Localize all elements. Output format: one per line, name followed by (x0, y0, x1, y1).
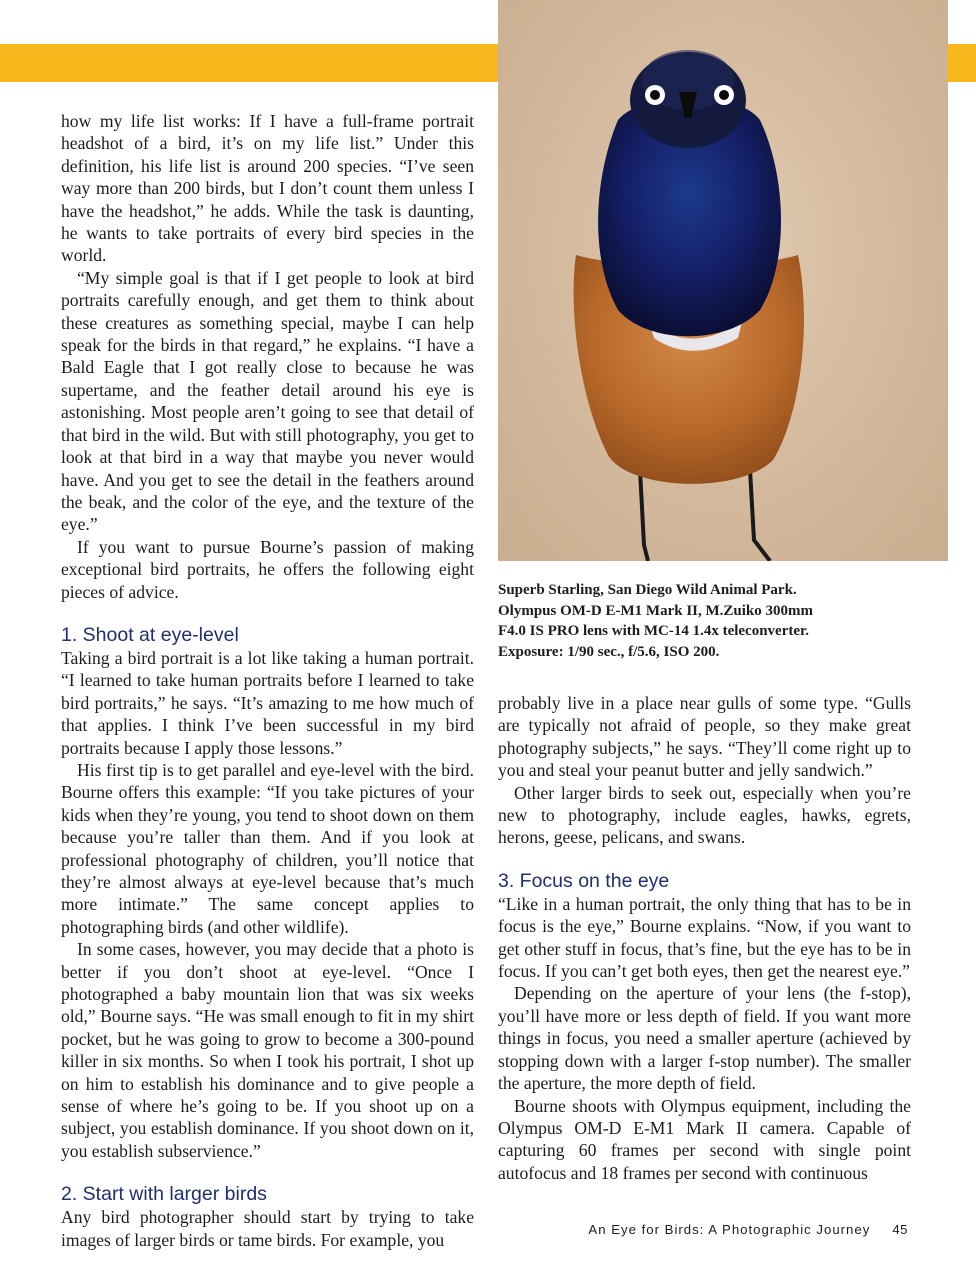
superb-starling-illustration (498, 0, 948, 561)
paragraph: how my life list works: If I have a full-frame portrait headshot of a bird, it’s on my life list.” Under this definition, his life list is around 200 species. “I’ve seen way more than 200 birds, but I don’t count them unless I have the headshot,” he adds. While the task is daunting, he wants to take portraits of every bird species in the world. (61, 111, 474, 266)
paragraph: If you want to pursue Bourne’s passion of making exceptional bird portraits, he offers the following eight pieces of advice. (61, 536, 474, 602)
caption-line: Superb Starling, San Diego Wild Animal Park. (498, 582, 797, 598)
paragraph: Taking a bird portrait is a lot like taking a human portrait. “I learned to take human portraits before I learned to take bird portraits,” he says. “It’s amazing to me how much of that applies. I think I’ve been successful in my bird portraits because I apply those lessons.” (61, 647, 474, 758)
bird-photo (498, 0, 948, 561)
page-number: 45 (892, 1222, 908, 1237)
paragraph: Any bird photographer should start by trying to take images of larger birds or tame birds. For example, you (61, 1207, 474, 1250)
paragraph: “Like in a human portrait, the only thing that has to be in focus is the eye,” Bourne explains. “Now, if you want to get other stuff in focus, that’s fine, but the eye has to be in focus. If you can’t get both eyes, then get the nearest eye.” (498, 893, 911, 982)
caption-line: Exposure: 1/90 sec., f/5.6, ISO 200. (498, 643, 720, 660)
paragraph: Depending on the aperture of your lens (the f-stop), you’ll have more or less depth of field. If you want more things in focus, you need a smaller aperture (achieved by stopping down with a larger f-stop number). The smaller the aperture, the more depth of field. (498, 983, 911, 1094)
caption-line: F4.0 IS PRO lens with MC-14 1.4x teleconverter. (498, 623, 810, 639)
paragraph: “My simple goal is that if I get people to look at bird portraits carefully enough, and get them to think about these creatures as something special, maybe I can help speak for the birds in that regard,” he explains. “I have a Bald Eagle that I got really close to because he was supertame, and the feather detail around his eye is astonishing. Most people aren’t going to see that detail of that bird in the wild. But with still photography, you get to look at that bird in a way that maybe you never would have. And you get to see the detail in the feathers around the beak, and the color of the eye, and the texture of the eye.” (61, 267, 474, 535)
paragraph: His first tip is to get parallel and eye-level with the bird. Bourne offers this example: “If you take pictures of your kids when they’re young, you tend to shoot down on them because you’re taller than them. And if you look at professional photography of children, you’ll notice that they’re almost always at eye-level because that’s much more intimate.” The same concept applies to photographing birds (and other wildlife). (61, 759, 474, 937)
section-heading-start-with-larger-birds: 2. Start with larger birds (61, 1183, 267, 1206)
right-column (498, 692, 911, 1184)
caption-line: Olympus OM-D E-M1 Mark II, M.Zuiko 300mm (498, 602, 813, 619)
page-footer (588, 1222, 908, 1237)
photo-caption (498, 580, 918, 662)
paragraph: probably live in a place near gulls of some type. “Gulls are typically not afraid of people, so they make great photography subjects,” he says. “They’ll come right up to you and steal your peanut butter and jelly sandwich.” (498, 693, 911, 781)
paragraph: Bourne shoots with Olympus equipment, including the Olympus OM-D E-M1 Mark II camera. Capable of capturing 60 frames per second with single point autofocus and 18 frames per second with continuous (498, 1095, 911, 1183)
paragraph: In some cases, however, you may decide that a photo is better if you don’t shoot at eye-level. “Once I photographed a baby mountain lion that was six weeks old,” Bourne says. “He was small enough to fit in my shirt pocket, but he was going to grow to become a 300-pound killer in six months. So when I took his portrait, I shot up on him to establish his dominance and to give people a sense of where he’s going to be. If you shoot up on a subject, you establish dominance. If you shoot down on it, you establish subservience.” (61, 939, 474, 1161)
section-heading-focus-on-the-eye: 3. Focus on the eye (498, 869, 670, 892)
paragraph: Other larger birds to seek out, especially when you’re new to photography, include eagles, hawks, egrets, herons, geese, pelicans, and swans. (498, 782, 911, 848)
running-title: An Eye for Birds: A Photographic Journey (588, 1222, 871, 1237)
left-column (61, 110, 474, 1251)
section-heading-shoot-at-eye-level: 1. Shoot at eye-level (61, 623, 239, 646)
